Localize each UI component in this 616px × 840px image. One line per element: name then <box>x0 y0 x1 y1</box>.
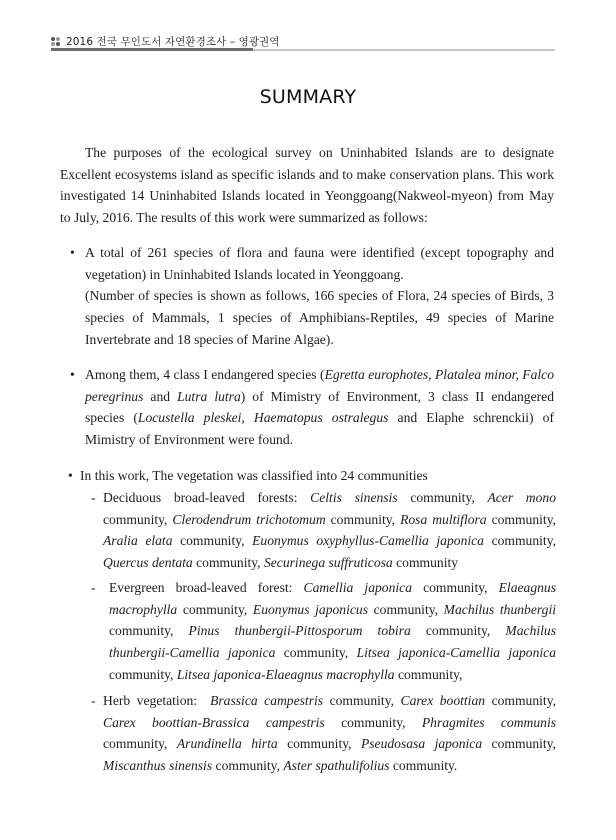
vegetation-text: Evergreen broad-leaved forest: Camellia japonica community, Elaeagnus macrophylla community, Euonymus japonicus community, Machilus thunbergii community, Pinus thunbergii-Pittosporum tobira community, Machilus thunbergii-Camellia japonica community, Litsea japonica-Camellia japonica community, Litsea japonica-Elaeagnus macrophylla community, <box>109 580 557 682</box>
vegetation-label: Herb vegetation: <box>103 693 211 708</box>
running-header <box>51 34 555 54</box>
species-name: Miscanthus sinensis <box>103 758 213 774</box>
species-name: Carex boottian-Brassica campestris <box>103 714 325 730</box>
bullet-vegetation <box>68 465 552 487</box>
species-name: Locustella pleskei, Haematopus ostralegus <box>137 410 389 426</box>
vegetation-text: Deciduous broad-leaved forests: Celtis sinensis community, Acer mono community, Clerodendrum trichotomum community, Rosa multiflora community, Aralia elata community, Euonymus oxyphyllus-Camellia japonica community, Quercus dentata community, Securinega suffruticosa community <box>103 490 557 571</box>
species-name: Rosa multiflora <box>400 511 487 527</box>
bullet-species-total <box>70 242 554 351</box>
bullet-text: Among them, 4 class I endangered species (Egretta europhotes, Platalea minor, Falco peregrinus and Lutra lutra) of Mimistry of Environment, 3 class II endangered species (Locustella pleskei, Haematopus ostralegus and Elaphe schrenckii) of Mimistry of Environment were found. <box>85 367 554 448</box>
vegetation-label: Deciduous broad-leaved forests: <box>103 490 311 505</box>
species-name: Arundinella hirta <box>176 736 278 752</box>
species-name: Elaeagnus macrophylla <box>109 580 556 617</box>
species-name: Machilus thunbergii-Camellia japonica <box>109 623 557 661</box>
species-name: Litsea japonica-Elaeagnus macrophylla <box>176 666 395 682</box>
vegetation-evergreen <box>91 577 556 686</box>
header-rule-light <box>253 49 555 51</box>
species-name: Clerodendrum trichotomum <box>172 511 326 527</box>
species-name: Machilus thunbergii <box>443 601 557 617</box>
species-name: Phragmites communis <box>421 714 557 730</box>
species-name: Pinus thunbergii-Pittosporum tobira <box>188 623 411 639</box>
species-name: Egretta europhotes, Platalea minor, Falco peregrinus <box>85 367 554 404</box>
species-name: Aralia elata <box>103 533 173 549</box>
species-name: Aster spathulifolius <box>283 758 390 774</box>
bullet-text: A total of 261 species of flora and fauna were identified (except topography and vegetation) in Uninhabited Islands located in Yeonggoang. <box>85 245 554 282</box>
species-name: Carex boottian <box>400 693 486 708</box>
species-name: Euonymus oxyphyllus-Camellia japonica <box>252 533 484 549</box>
header-title: 2016 전국 무인도서 자연환경조사 – 영광권역 <box>66 36 280 48</box>
page-title: SUMMARY <box>259 86 357 108</box>
bullet-icon: • <box>68 468 73 483</box>
dash-icon: - <box>91 490 96 505</box>
species-name: Securinega suffruticosa <box>263 555 393 571</box>
species-name: Brassica campestris <box>210 693 324 708</box>
species-name: Quercus dentata <box>103 555 193 571</box>
species-name: Litsea japonica-Camellia japonica <box>356 645 556 661</box>
bullet-text: In this work, The vegetation was classified into 24 communities <box>80 468 428 483</box>
bullet-detail: (Number of species is shown as follows, 166 species of Flora, 24 species of Birds, 3 species of Mammals, 1 species of Amphibians-Reptiles, 49 species of Marine Invertebrate and 18 species of Marine Algae). <box>85 288 554 347</box>
dash-icon: - <box>91 580 96 595</box>
vegetation-deciduous <box>91 487 556 574</box>
vegetation-label: Evergreen broad-leaved forest: <box>109 580 304 595</box>
species-name: Euonymus japonicus <box>252 601 368 617</box>
vegetation-text: Herb vegetation: Brassica campestris community, Carex boottian community, Carex boottian-Brassica campestris community, Phragmites communis community, Arundinella hirta community, Pseudosasa japonica community, Miscanthus sinensis community, Aster spathulifolius community. <box>103 693 557 774</box>
species-name: Pseudosasa japonica <box>360 736 483 752</box>
vegetation-herb <box>91 690 556 777</box>
bullet-icon: • <box>70 367 75 382</box>
species-name: Camellia japonica <box>303 580 413 595</box>
species-name: Acer mono <box>487 490 557 505</box>
species-name: Celtis sinensis <box>310 490 398 505</box>
bullet-icon: • <box>70 245 75 260</box>
intro-paragraph: The purposes of the ecological survey on Uninhabited Islands are to designate Excellent ecosystems island as specific islands and to make conservation plans. This work investigated 14 Uninhabited Islands located in Yeonggoang(Nakweol-myeon) from May to July, 2016. The results of this work were summarized as follows: <box>60 145 554 226</box>
species-name: Lutra lutra <box>177 388 241 404</box>
dash-icon: - <box>91 693 96 708</box>
header-dots-icon <box>51 37 61 47</box>
bullet-endangered <box>70 364 554 451</box>
header-rule-dark <box>51 48 253 51</box>
